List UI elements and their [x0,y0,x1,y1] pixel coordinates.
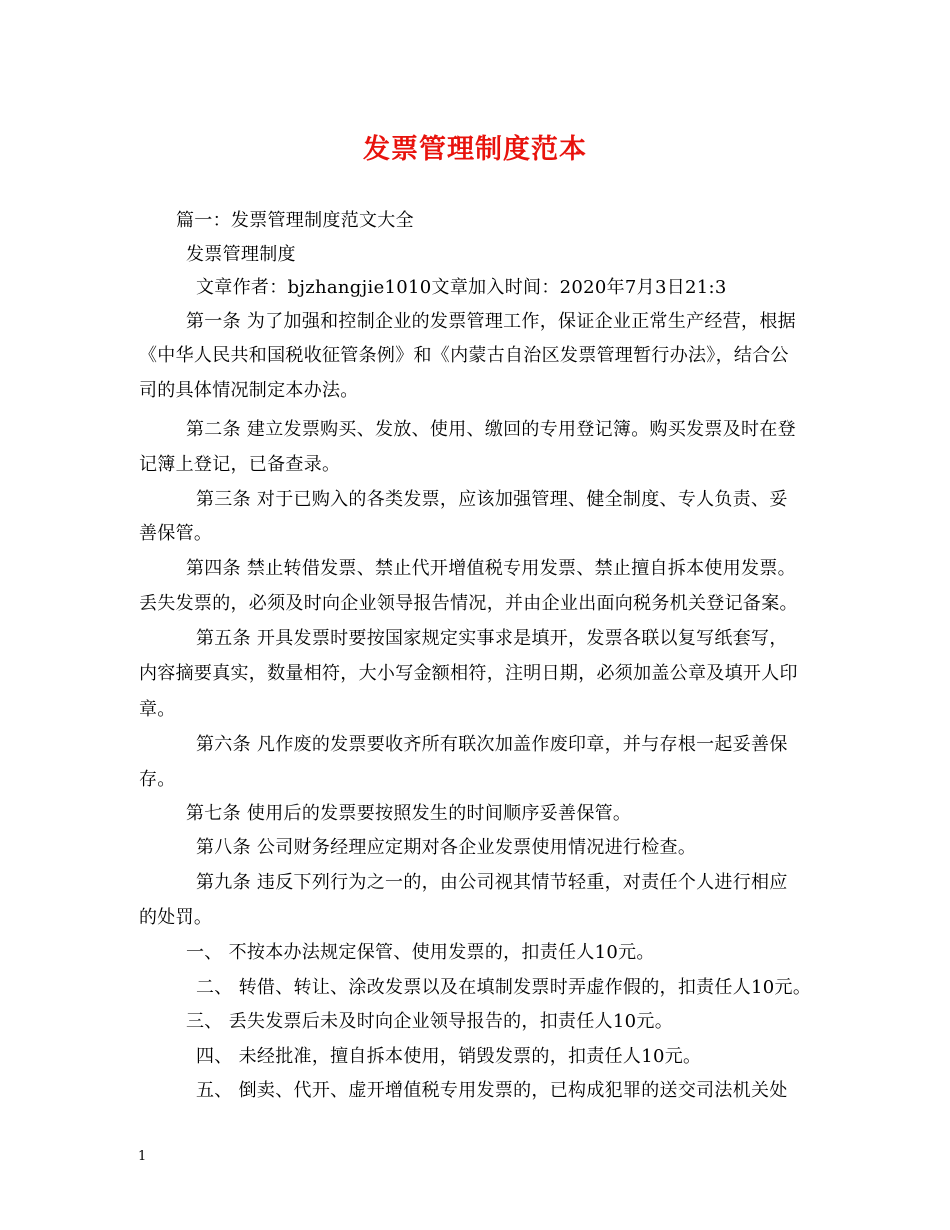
text-line: 第三条 对于已购入的各类发票，应该加强管理、健全制度、专人负责、妥 [196,489,788,510]
text-line: 章。 [139,699,176,720]
text-line: 第五条 开具发票时要按国家规定实事求是填开，发票各联以复写纸套写， [196,628,788,649]
text-line: 丢失发票的，必须及时向企业领导报告情况，并由企业出面向税务机关登记备案。 [139,593,798,614]
document-title: 发票管理制度范本 [363,134,587,165]
text-line: 记簿上登记，已备查录。 [139,454,341,475]
text-line: 第七条 使用后的发票要按照发生的时间顺序妥善保管。 [186,803,632,824]
text-line: 文章作者：bjzhangjie1010文章加入时间：2020年7月3日21:3 [196,277,727,298]
text-line: 三、 丢失发票后未及时向企业领导报告的，扣责任人10元。 [186,1011,674,1032]
text-line: 篇一：发票管理制度范文大全 [176,210,414,231]
page-number: 1 [138,1149,147,1164]
text-line: 《中华人民共和国税收征管条例》和《内蒙古自治区发票管理暂行办法》，结合公 [139,345,789,366]
text-line: 的处罚。 [139,907,213,928]
text-line: 存。 [139,769,176,790]
text-line: 发票管理制度 [186,244,296,265]
text-line: 第六条 凡作废的发票要收齐所有联次加盖作废印章，并与存根一起妥善保 [196,734,788,755]
text-line: 一、 不按本办法规定保管、使用发票的，扣责任人10元。 [186,942,655,963]
text-line: 内容摘要真实，数量相符，大小写金额相符，注明日期，必须加盖公章及填开人印 [139,663,798,684]
text-line: 第九条 违反下列行为之一的，由公司视其情节轻重，对责任个人进行相应 [196,872,788,893]
text-line: 司的具体情况制定本办法。 [139,380,359,401]
text-line: 第四条 禁止转借发票、禁止代开增值税专用发票、禁止擅自拆本使用发票。 [186,558,796,579]
text-line: 第一条 为了加强和控制企业的发票管理工作，保证企业正常生产经营，根据 [186,311,796,332]
text-line: 四、 未经批准，擅自拆本使用，销毁发票的，扣责任人10元。 [196,1046,702,1067]
text-line: 二、 转借、转让、涂改发票以及在填制发票时弄虚作假的，扣责任人10元。 [196,977,812,998]
text-line: 第二条 建立发票购买、发放、使用、缴回的专用登记簿。购买发票及时在登 [186,419,796,440]
text-line: 善保管。 [139,523,213,544]
text-line: 第八条 公司财务经理应定期对各企业发票使用情况进行检查。 [196,837,697,858]
text-line: 五、 倒卖、代开、虚开增值税专用发票的，已构成犯罪的送交司法机关处 [196,1080,788,1101]
